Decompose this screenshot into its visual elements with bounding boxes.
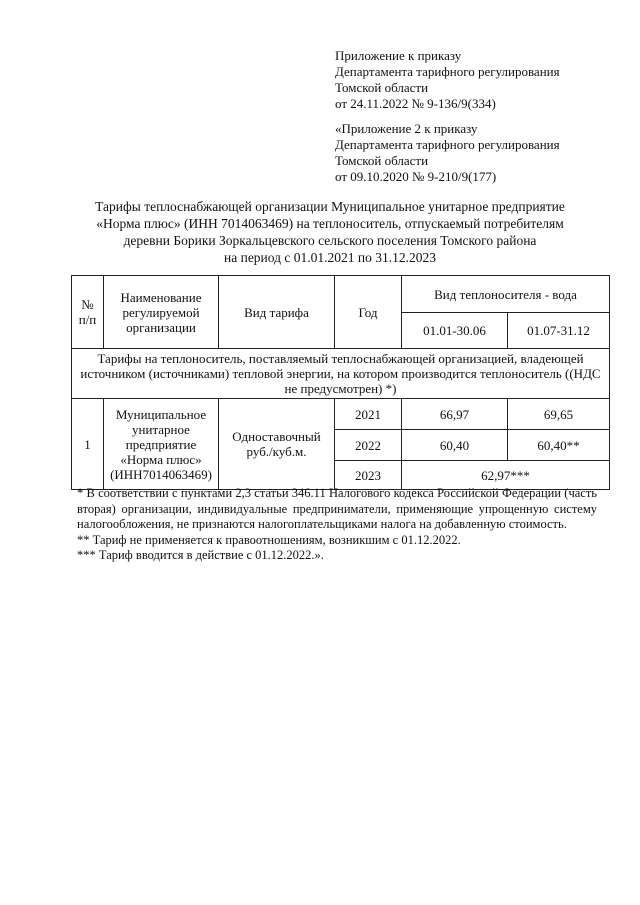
footnote-2: ** Тариф не применяется к правоотношениям, возникшим с 01.12.2022.: [77, 532, 461, 547]
tariff-table: [71, 275, 610, 490]
row-year: 2021: [335, 399, 402, 430]
document-title: [80, 198, 580, 266]
header-period2: 01.07-31.12: [508, 313, 610, 349]
table-row: [72, 399, 610, 430]
title-line: на период с 01.01.2021 по 31.12.2023: [224, 250, 436, 265]
row-num: 1: [72, 399, 104, 490]
appendix-line: от 24.11.2022 № 9-136/9(334): [335, 96, 496, 111]
row-year: 2023: [335, 461, 402, 490]
appendix2-line: Томской области: [335, 153, 429, 168]
header-org: Наименование регулируемой организации: [104, 276, 219, 349]
header-tariff-type: Вид тарифа: [219, 276, 335, 349]
row-value-merged: 62,97***: [402, 461, 610, 490]
appendix2-line: Департамента тарифного регулирования: [335, 137, 560, 152]
spacer: [335, 112, 625, 121]
table-section-row: [72, 349, 610, 399]
section-caption: Тарифы на теплоноситель, поставляемый теплоснабжающей организацией, владеющей источником (источниками) тепловой энергии, на котором производится теплоноситель ((НДС не предусмотрен) *): [72, 349, 610, 399]
footnote-1: * В соответствии с пунктами 2,3 статьи 346.11 Налогового кодекса Российской Федерации (часть вторая) организации, индивидуальные предприниматели, применяющие упрощенную систему налогообложения, не признаются налогоплательщиками налога на добавленную стоимость.: [77, 486, 597, 532]
header-year: Год: [335, 276, 402, 349]
appendix-line: Департамента тарифного регулирования: [335, 64, 560, 79]
row-value: 69,65: [508, 399, 610, 430]
row-year: 2022: [335, 430, 402, 461]
row-value: 66,97: [402, 399, 508, 430]
appendix-line: Приложение к приказу: [335, 48, 462, 63]
title-line: деревни Борики Зоркальцевского сельского поселения Томского района: [123, 233, 537, 248]
header-period1: 01.01-30.06: [402, 313, 508, 349]
row-value: 60,40**: [508, 430, 610, 461]
title-line: Тарифы теплоснабжающей организации Муниципальное унитарное предприятие: [95, 199, 565, 214]
row-value: 60,40: [402, 430, 508, 461]
header-num: № п/п: [72, 276, 104, 349]
title-line: «Норма плюс» (ИНН 7014063469) на теплоноситель, отпускаемый потребителям: [96, 216, 564, 231]
appendix-line: Томской области: [335, 80, 429, 95]
appendix2-line: «Приложение 2 к приказу: [335, 121, 478, 136]
header-carrier: Вид теплоносителя - вода: [402, 276, 610, 313]
appendix2-line: от 09.10.2020 № 9-210/9(177): [335, 169, 497, 184]
row-org: Муниципальное унитарное предприятие «Норма плюс» (ИНН7014063469): [104, 399, 219, 490]
appendix-header: [335, 48, 625, 185]
table-header-row: [72, 276, 610, 313]
footnotes: [77, 486, 597, 564]
row-tariff-type: Одноставочный руб./куб.м.: [219, 399, 335, 490]
footnote-3: *** Тариф вводится в действие с 01.12.2022.».: [77, 548, 324, 563]
